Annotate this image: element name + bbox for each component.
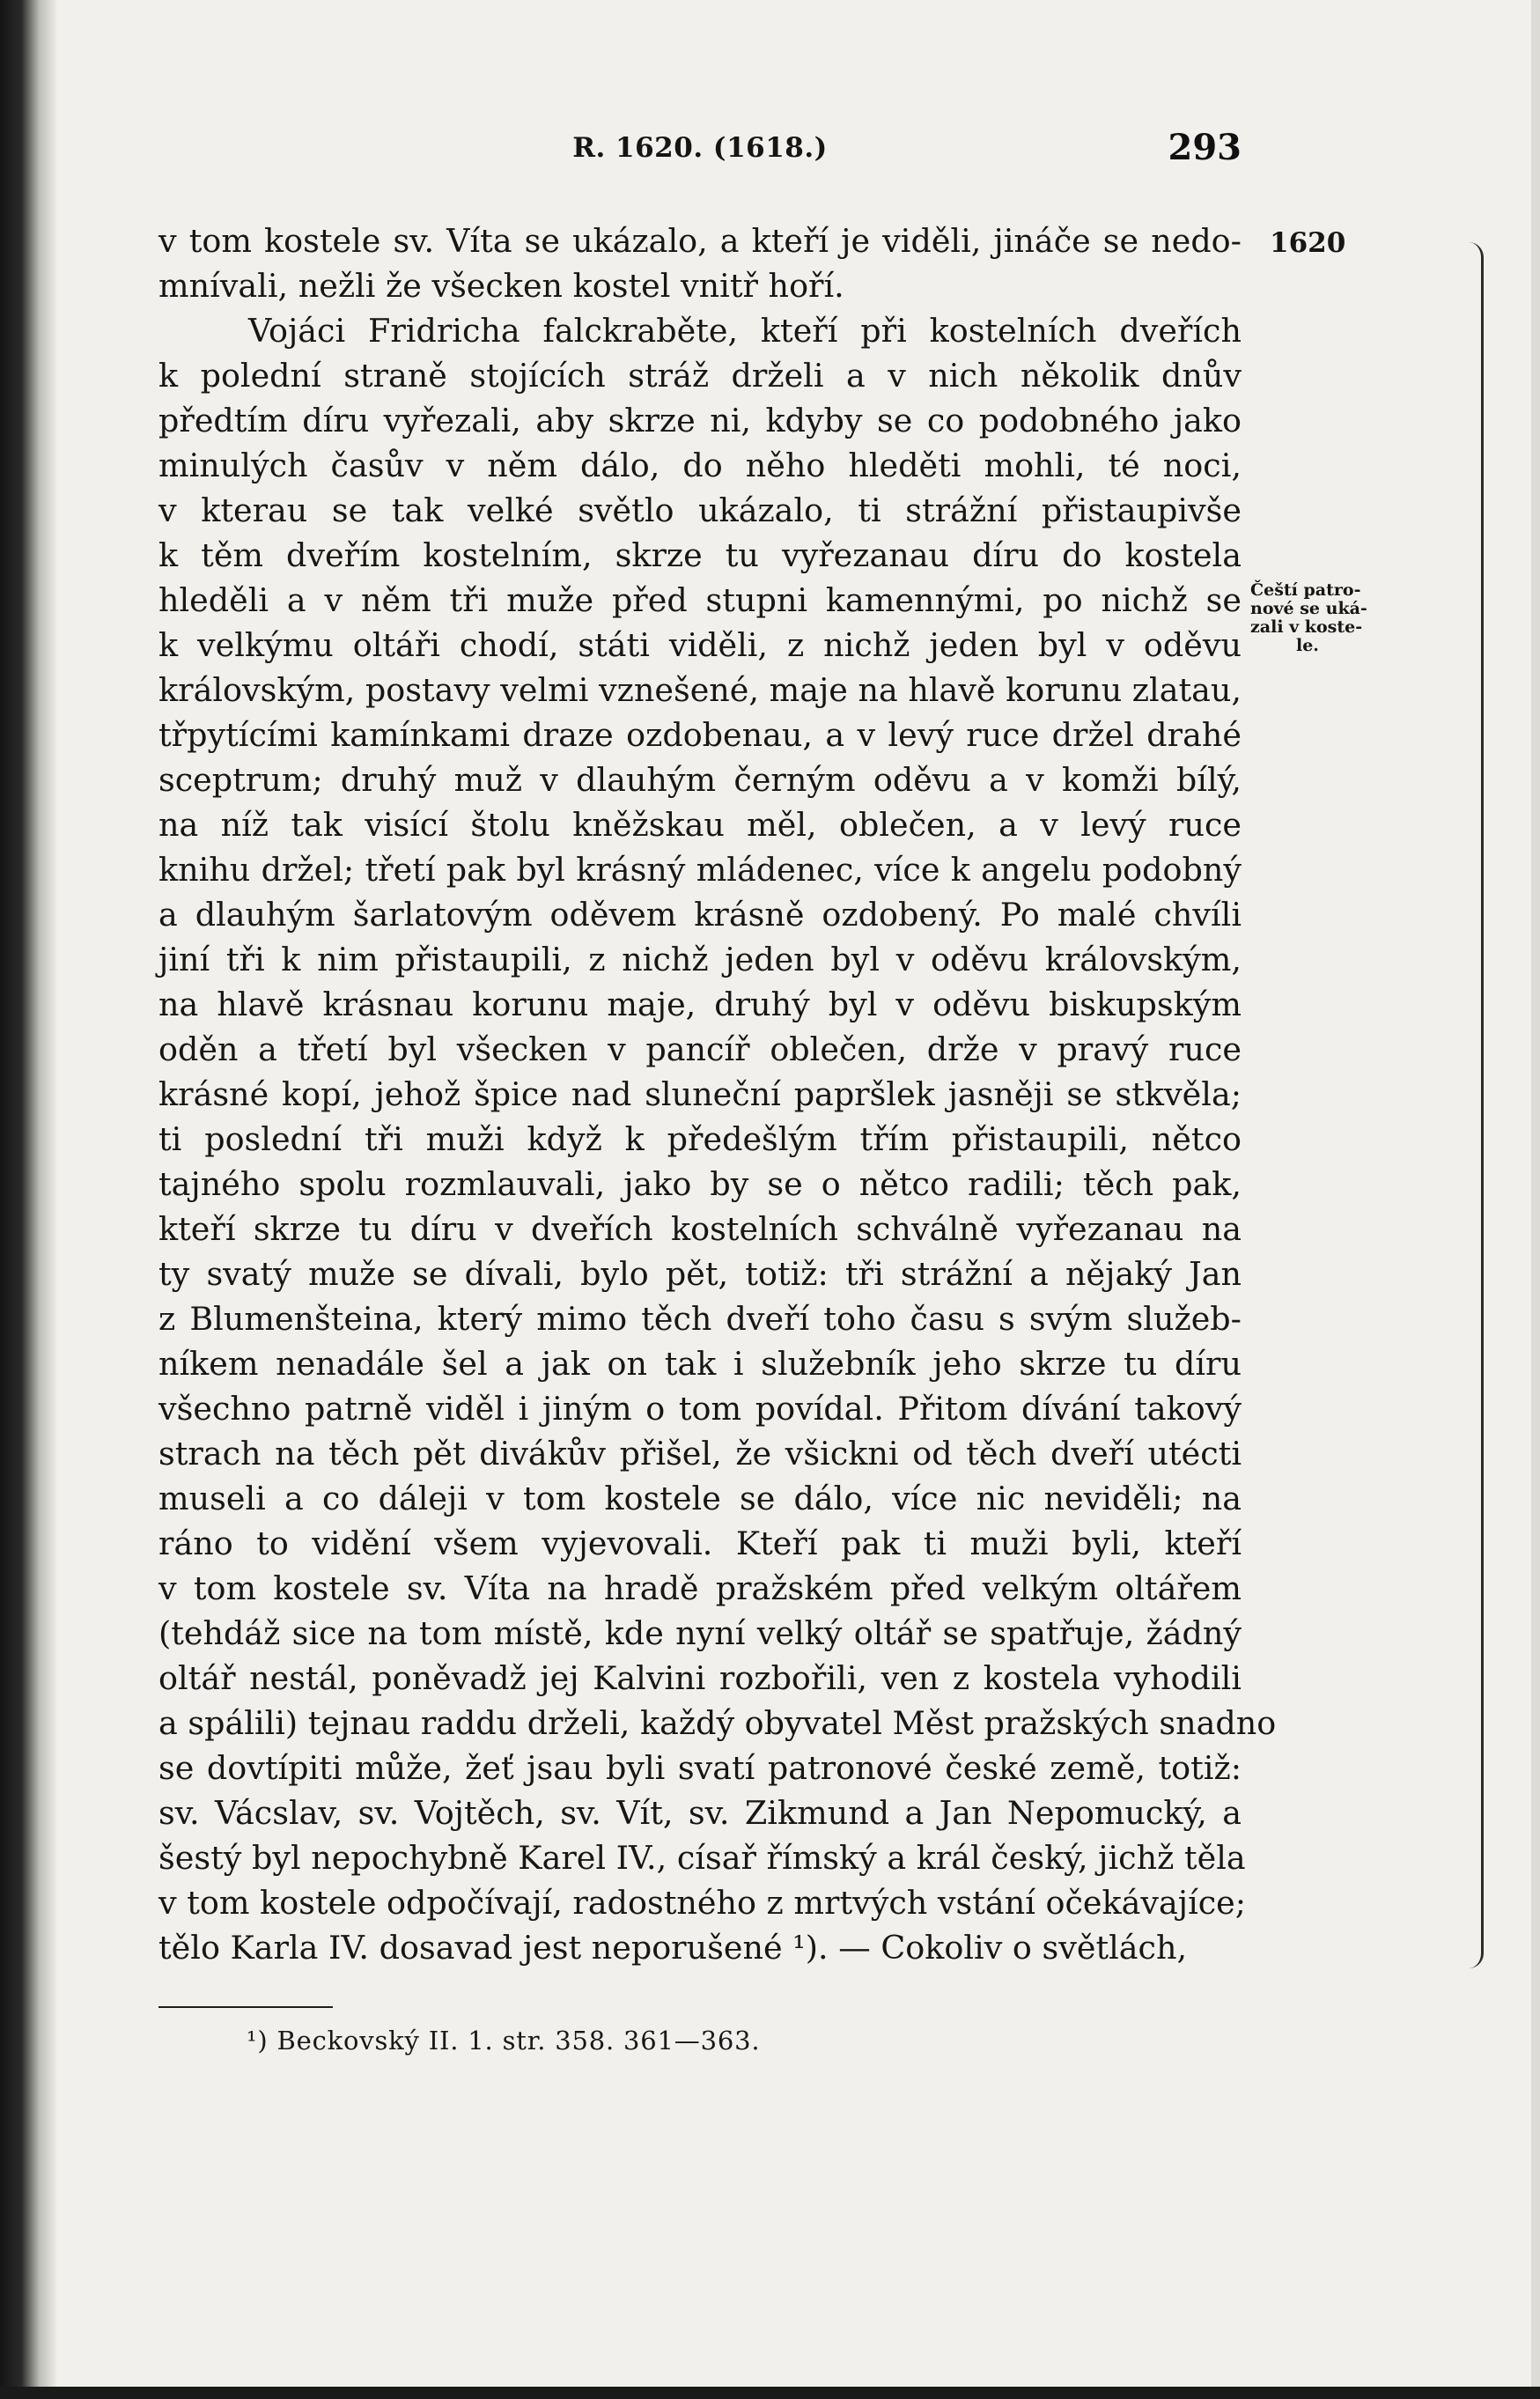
scan-right-edge [1531,0,1540,2399]
text-line: a spálili) tejnau raddu drželi, každý obyvatel Měst pražských snadno [158,1704,1277,1742]
text-line: sv. Vácslav, sv. Vojtěch, sv. Vít, sv. Zikmund a Jan Nepomucký, a [158,1794,1242,1832]
scan-bottom-edge [0,2387,1540,2399]
text-line: minulých časův v něm dálo, do něho hleděti mohli, té noci, [158,447,1242,484]
text-line: k polední straně stojících stráž drželi a v nich několik dnův [158,357,1242,395]
text-line: se dovtípiti může, žeť jsau byli svatí patronové české země, totiž: [158,1749,1242,1787]
scan-binding-shadow [0,0,56,2399]
text-line: ráno to vidění všem vyjevovali. Kteří pak ti muži byli, kteří [158,1524,1242,1562]
text-line: tajného spolu rozmlauvali, jako by se o nětco radili; těch pak, [158,1165,1242,1203]
text-line: předtím díru vyřezali, aby skrze ni, kdyby se co podobného jako [158,402,1242,439]
text-line: ty svatý muže se dívali, bylo pět, totiž: tři strážní a nějaký Jan [158,1255,1242,1293]
page-number: 293 [1168,127,1242,168]
marginal-note-line: nové se uká- [1250,599,1367,618]
text-line: oltář nestál, poněvadž jej Kalvini rozbořili, ven z kostela vyhodili [158,1659,1242,1697]
margin-year: 1620 [1270,227,1346,259]
text-line: všechno patrně viděl i jiným o tom povídal. Přitom dívání takový [158,1390,1242,1428]
text-line: krásné kopí, jehož špice nad sluneční papršlek jasněji se stkvěla; [158,1075,1242,1113]
text-line: v tom kostele sv. Víta se ukázalo, a kteří je viděli, jináče se nedo- [158,222,1242,260]
text-line: a dlauhým šarlatovým oděvem krásně ozdobený. Po malé chvíli [158,896,1242,934]
marginal-note-line: Čeští patro- [1250,580,1361,600]
text-line: ti poslední tři muži když k předešlým třím přistaupili, nětco [158,1120,1242,1158]
text-line: sceptrum; druhý muž v dlauhým černým oděvu a v komži bílý, [158,761,1242,799]
marginal-note-line: le. [1296,636,1319,655]
marginal-note-line: zali v koste- [1250,617,1363,637]
text-line: tělo Karla IV. dosavad jest neporušené ¹). — Cokoliv o světlách, [158,1929,1188,1967]
text-line: museli a co dáleji v tom kostele se dálo, více nic neviděli; na [158,1480,1242,1517]
text-line: k velkýmu oltáři chodí, státi viděli, z nichž jeden byl v oděvu [158,626,1242,664]
text-line: v tom kostele sv. Víta na hradě pražském před velkým oltářem [158,1569,1242,1607]
text-line: oděn a třetí byl všecken v pancíř oblečen, drže v pravý ruce [158,1030,1242,1068]
text-line: jiní tři k nim přistaupili, z nichž jeden byl v oděvu královským, [158,941,1242,978]
text-line: kteří skrze tu díru v dveřích kostelních schválně vyřezanau na [158,1210,1242,1248]
text-line: královským, postavy velmi vznešené, maje na hlavě korunu zlatau, [158,671,1242,709]
text-line: mnívali, nežli že všecken kostel vnitř hoří. [158,267,844,305]
text-line: na hlavě krásnau korunu maje, druhý byl v oděvu biskupským [158,985,1242,1023]
footnote-rule [158,2006,333,2008]
text-line: na níž tak visící štolu kněžskau měl, oblečen, a v levý ruce [158,806,1242,844]
text-line: Vojáci Fridricha falckraběte, kteří při kostelních dveřích [248,312,1242,350]
text-line: hleděli a v něm tři muže před stupni kamennými, po nichž se [158,581,1242,619]
marginal-note [1250,581,1382,655]
text-line: třpytícími kamínkami draze ozdobenau, a v levý ruce držel drahé [158,716,1242,754]
text-line: v kterau se tak velké světlo ukázalo, ti strážní přistaupivše [158,491,1242,529]
running-head: R. 1620. (1618.) [572,132,828,164]
text-line: k těm dveřím kostelním, skrze tu vyřezanau díru do kostela [158,536,1242,574]
body-text [158,218,1277,1970]
margin-bracket-line [1469,242,1484,1968]
text-line: knihu držel; třetí pak byl krásný mládenec, více k angelu podobný [158,851,1242,889]
text-line: níkem nenadále šel a jak on tak i služebník jeho skrze tu díru [158,1345,1242,1383]
text-line: (tehdáž sice na tom místě, kde nyní velký oltář se spatřuje, žádný [158,1614,1242,1652]
footnote: ¹) Beckovský II. 1. str. 358. 361—363. [247,2026,761,2056]
text-line: v tom kostele odpočívají, radostného z mrtvých vstání očekávajíce; [158,1884,1247,1922]
text-line: z Blumenšteina, který mimo těch dveří toho času s svým služeb- [158,1300,1242,1338]
text-line: šestý byl nepochybně Karel IV., císař římský a král český, jichž těla [158,1839,1246,1877]
text-line: strach na těch pět divákův přišel, že všickni od těch dveří utécti [158,1435,1242,1473]
page-header [158,127,1242,181]
